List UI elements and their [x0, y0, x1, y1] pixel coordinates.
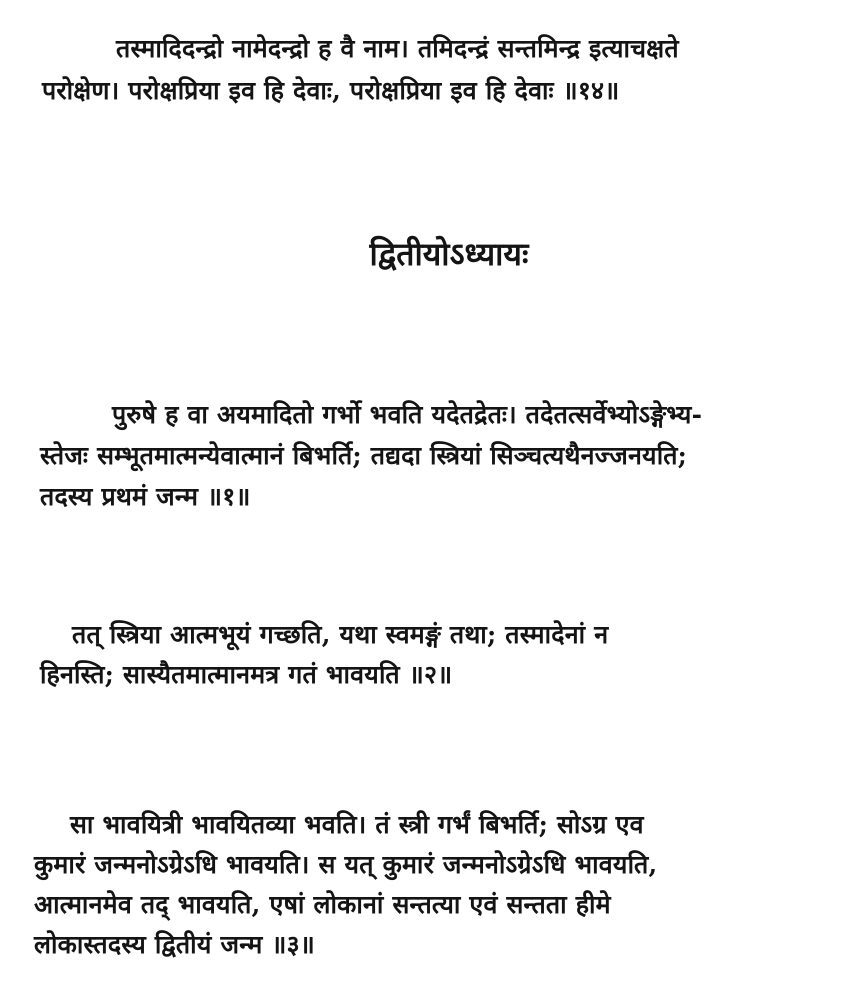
- chapter-heading: द्वितीयोऽध्यायः: [369, 235, 529, 273]
- text-line: आत्मानमेव तद् भावयति, एषां लोकानां सन्तत्या एवं सन्तता हीमे: [34, 890, 611, 919]
- text-line: सा भावयित्री भावयितव्या भवति। तं स्त्री गर्भं बिभर्ति; सोऽग्र एव: [70, 810, 644, 839]
- text-line: पुरुषे ह वा अयमादितो गर्भो भवति यदेतद्रेतः। तदेतत्सर्वेभ्योऽङ्गेभ्य-: [112, 400, 703, 429]
- text-line: परोक्षेण। परोक्षप्रिया इव हि देवाः, परोक्षप्रिया इव हि देवाः ॥१४॥: [42, 76, 620, 105]
- text-line: हिनस्ति; सास्यैतमात्मानमत्र गतं भावयति ॥२॥: [40, 660, 453, 689]
- text-line: तदस्य प्रथमं जन्म ॥१॥: [40, 482, 251, 511]
- text-line: लोकास्तदस्य द्वितीयं जन्म ॥३॥: [34, 930, 315, 959]
- text-line: स्तेजः सम्भूतमात्मन्येवात्मानं बिभर्ति; तद्यदा स्त्रियां सिञ्चत्यथैनज्जनयति;: [40, 441, 688, 470]
- text-line: तत् स्त्रिया आत्मभूयं गच्छति, यथा स्वमङ्गं तथा; तस्मादेनां न: [72, 620, 609, 649]
- text-line: कुमारं जन्मनोऽग्रेऽधि भावयति। स यत् कुमारं जन्मनोऽग्रेऽधि भावयति,: [34, 850, 658, 879]
- text-line: तस्मादिदन्द्रो नामेदन्द्रो ह वै नाम। तमिदन्द्रं सन्तमिन्द्र इत्याचक्षते: [116, 34, 679, 63]
